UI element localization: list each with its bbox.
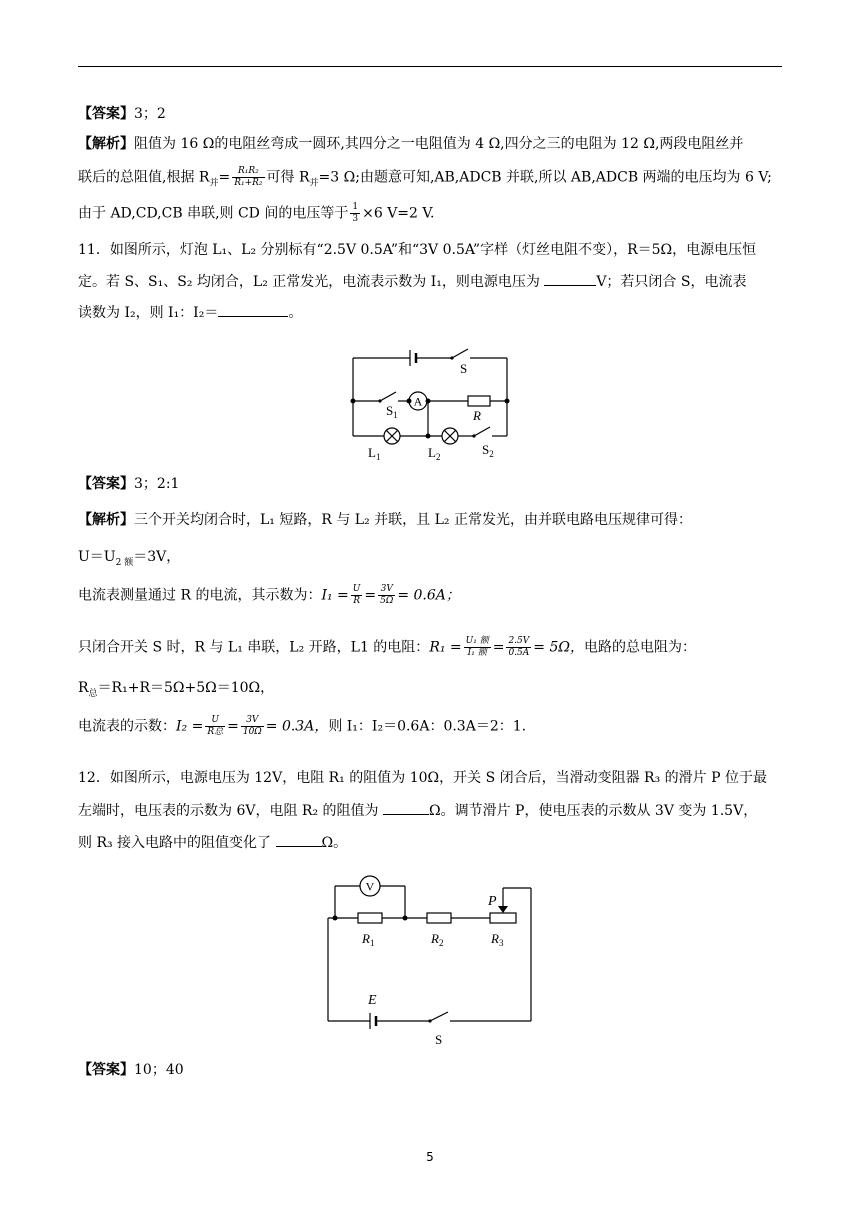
resistor-r2 <box>427 913 451 923</box>
svg-text:R2: $R_2$ <box>431 931 444 948</box>
q11-analysis-line1: 【解析】三个开关均闭合时，L₁ 短路，R 与 L₂ 并联，且 L₂ 正常发光，由并联电路电压规律可得： <box>78 512 692 528</box>
q12-line1: 12．如图所示，电源电压为 12V，电阻 R₁ 的阻值为 10Ω，开关 S 闭合后，当滑动变阻器 R₃ 的滑片 P 位于最 <box>78 770 767 786</box>
svg-text:S: S <box>460 361 468 376</box>
q11-analysis-line5: $R_总=R_1+R=5\Omega+5\Omega=10\Omega$， <box>78 680 275 699</box>
answer-blank <box>276 832 322 847</box>
svg-text:S2: $S_2$ <box>482 442 494 459</box>
svg-text:L1: $L_1$ <box>368 445 381 462</box>
q11-circuit-diagram <box>340 340 520 465</box>
svg-text:V: V <box>365 879 375 894</box>
prev-answer: 【答案】3；2 <box>78 106 166 122</box>
page-number: 5 <box>426 1150 434 1164</box>
q12-answer: 【答案】10；40 <box>78 1062 184 1078</box>
header-rule <box>78 66 782 67</box>
answer-blank <box>383 800 429 815</box>
q12-circuit-diagram <box>320 868 540 1048</box>
rheostat-r3 <box>490 913 516 923</box>
svg-text:P: P <box>488 894 497 909</box>
q12-line2: 左端时，电压表的示数为 6V，电阻 R₂ 的阻值为 Ω。调节滑片 P，使电压表的示数从 3V 变为 1.5V， <box>78 800 757 821</box>
prev-analysis-line1: 【解析】阻值为 16 Ω的电阻丝弯成一圆环,其四分之一电阻值为 4 Ω,四分之三的电阻为 12 Ω,两段电阻丝并 <box>78 136 744 152</box>
svg-text:S: S <box>435 1032 443 1047</box>
q11-analysis-line2: $U=U_{2 额}=3V$， <box>78 549 181 568</box>
q11-analysis-line6: 电流表的示数：I₂ = $\frac{U}{\text{R总}}$ = $\frac{3V}{10\Omega}$ = 0.3A，则 I₁：I₂＝0.6A：0.3A＝2：1. <box>78 715 527 737</box>
svg-text:R1: $R_1$ <box>362 931 375 948</box>
switch-s-blade <box>430 1012 448 1021</box>
slider-arrow-icon <box>498 906 508 913</box>
svg-text:A: A <box>413 394 423 409</box>
prev-analysis-line2: 联后的总阻值,根据 $R_并=$ $\frac{\text{R₁R₂}}{\text{R₁+R₂}}$ 可得 $R_并=3$ Ω;由题意可知,AB,ADCB 并联,所以 AB,ADCB 两端的电压均为 6 V; <box>78 166 772 189</box>
q12-line3: 则 R₃ 接入电路中的阻值变化了 Ω。 <box>78 832 347 853</box>
svg-text:L2: $L_2$ <box>428 445 441 462</box>
prev-analysis-line3: 由于 AD,CD,CB 串联,则 CD 间的电压等于 $\frac{1}{3}$ ×6 V=2 V. <box>78 202 435 224</box>
q11-line2: 定。若 S、S₁、S₂ 均闭合，L₂ 正常发光，电流表示数为 I₁，则电源电压为 V；若只闭合 S，电流表 <box>78 271 746 292</box>
fraction: $\frac{\text{R₁R₂}}{\text{R₁+R₂}}$ <box>234 166 263 188</box>
q11-analysis-line3: 电流表测量通过 R 的电流，其示数为：I₁ = $\frac{U}{R}$ = $\frac{3V}{5\Omega}$ = 0.6A； <box>78 584 460 606</box>
fraction: $\frac{1}{3}$ <box>352 202 359 224</box>
q11-line1: 11．如图所示，灯泡 L₁、L₂ 分别标有“2.5V 0.5A”和“3V 0.5A”字样（灯丝电阻不变），R＝5Ω，电源电压恒 <box>78 242 757 258</box>
switch-s-blade <box>452 349 468 358</box>
svg-text:E: E <box>368 993 377 1008</box>
q11-analysis-line4: 只闭合开关 S 时，R 与 L₁ 串联，L₂ 开路，L1 的电阻：R₁ = $\frac{\text{U₁ 额}}{\text{I₁ 额}}$ = $\frac{2.5V}{0.5A}$ = 5Ω，电路的总电阻为： <box>78 636 696 658</box>
answer-blank <box>544 271 596 286</box>
switch-s1-blade <box>380 392 396 401</box>
answer-blank <box>218 302 288 317</box>
svg-text:R3: $R_3$ <box>491 931 504 948</box>
switch-s2-blade <box>474 427 490 436</box>
svg-text:S1: $S_1$ <box>386 403 398 420</box>
q11-answer: 【答案】3；2:1 <box>78 476 180 492</box>
q11-line3: 读数为 I₂，则 I₁：I₂＝ 。 <box>78 302 302 323</box>
svg-text:R: R <box>473 408 481 423</box>
resistor-r1 <box>358 913 382 923</box>
